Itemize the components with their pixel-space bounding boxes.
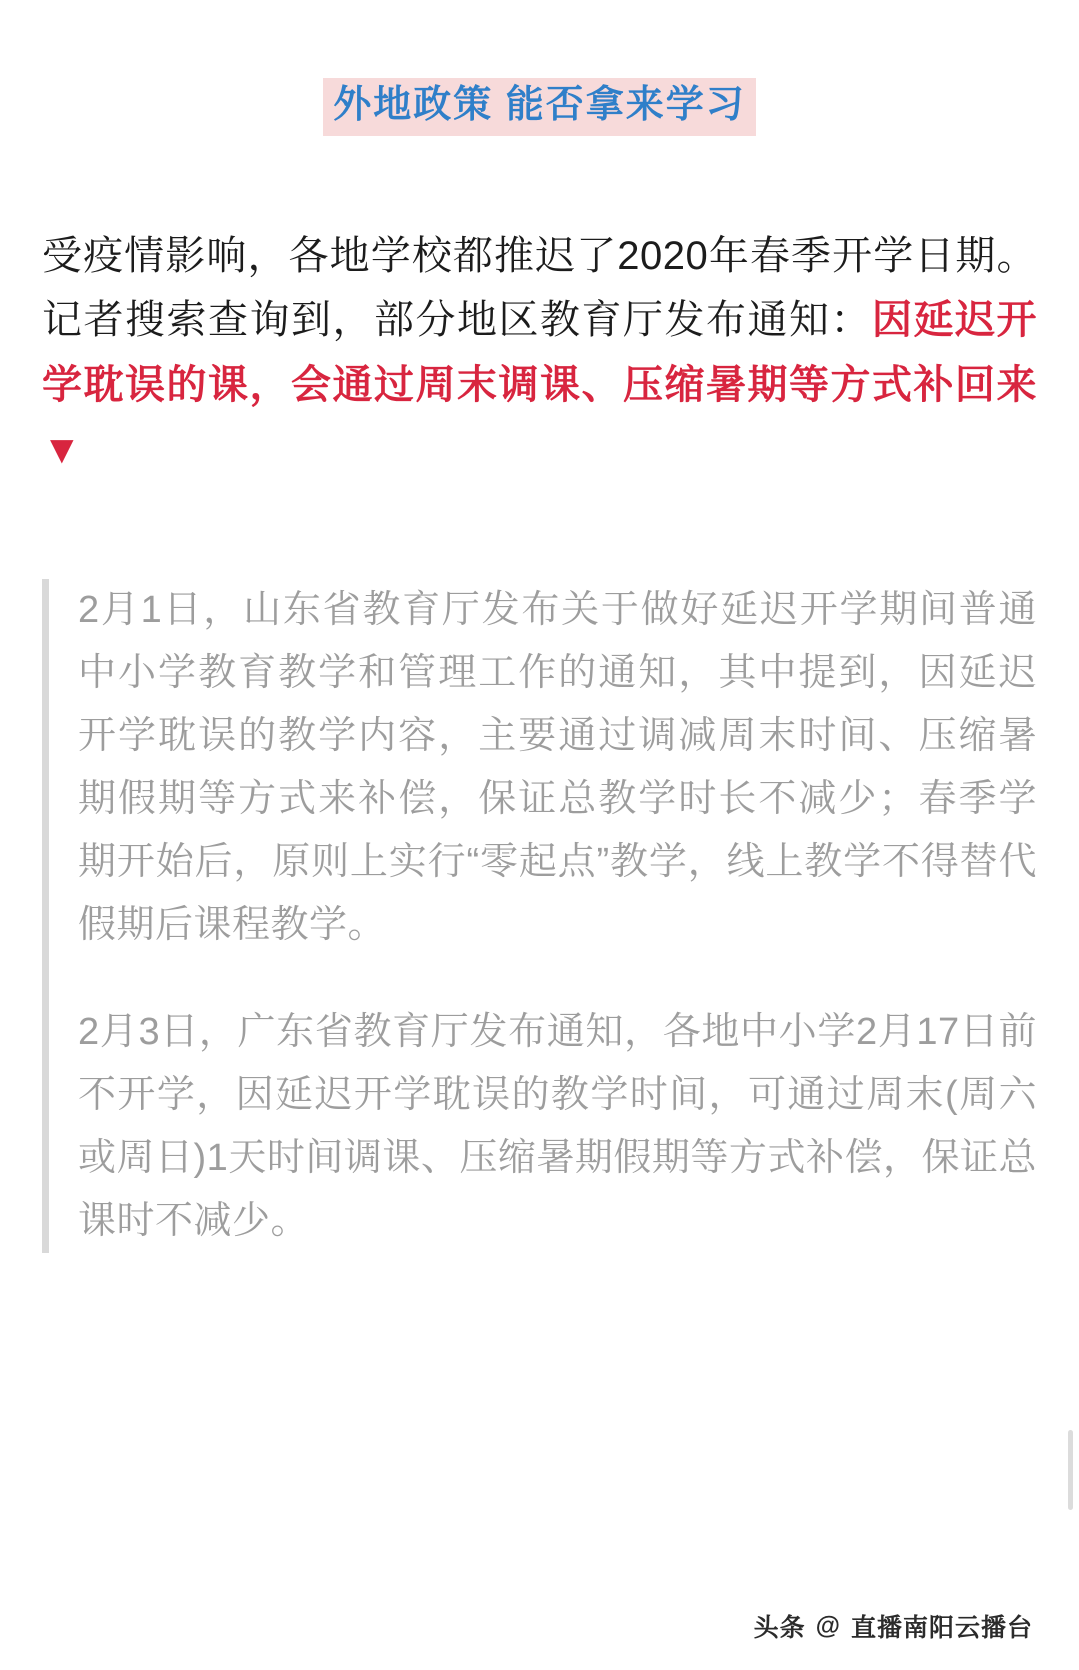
- quote-block: [42, 579, 1037, 1254]
- quote-bar: [42, 579, 49, 1254]
- lead-paragraph: [42, 224, 1037, 483]
- quote-paragraph: 2月1日，山东省教育厅发布关于做好延迟开学期间普通中小学教育教学和管理工作的通知，其中提到，因延迟开学耽误的教学内容，主要通过调减周末时间、压缩暑期假期等方式来补偿，保证总教学时长不减少；春季学期开始后，原则上实行“零起点”教学，线上教学不得替代假期后课程教学。: [78, 588, 1037, 947]
- watermark-at-icon: @: [815, 1611, 841, 1640]
- page-title: 外地政策 能否拿来学习: [323, 78, 756, 136]
- page-title-container: [42, 0, 1037, 146]
- watermark: [754, 1608, 1033, 1644]
- quote-paragraph: 2月3日，广东省教育厅发布通知，各地中小学2月17日前不开学，因延迟开学耽误的教学时间，可通过周末(周六或周日)1天时间调课、压缩暑期假期等方式补偿，保证总课时不减少。: [78, 1011, 1037, 1243]
- scrollbar[interactable]: [1068, 1430, 1073, 1510]
- lead-text-normal: 受疫情影响，各地学校都推迟了2020年春季开学日期。记者搜索查询到，部分地区教育厅发布通知：: [42, 233, 1037, 343]
- watermark-account: 直播南阳云播台: [850, 1614, 1033, 1642]
- down-caret-icon: ▼: [42, 427, 83, 472]
- lead-text-highlight: 因延迟开学耽误的课，会通过周末调课、压缩暑期等方式补回来: [42, 298, 1037, 408]
- watermark-platform: 头条: [753, 1614, 806, 1642]
